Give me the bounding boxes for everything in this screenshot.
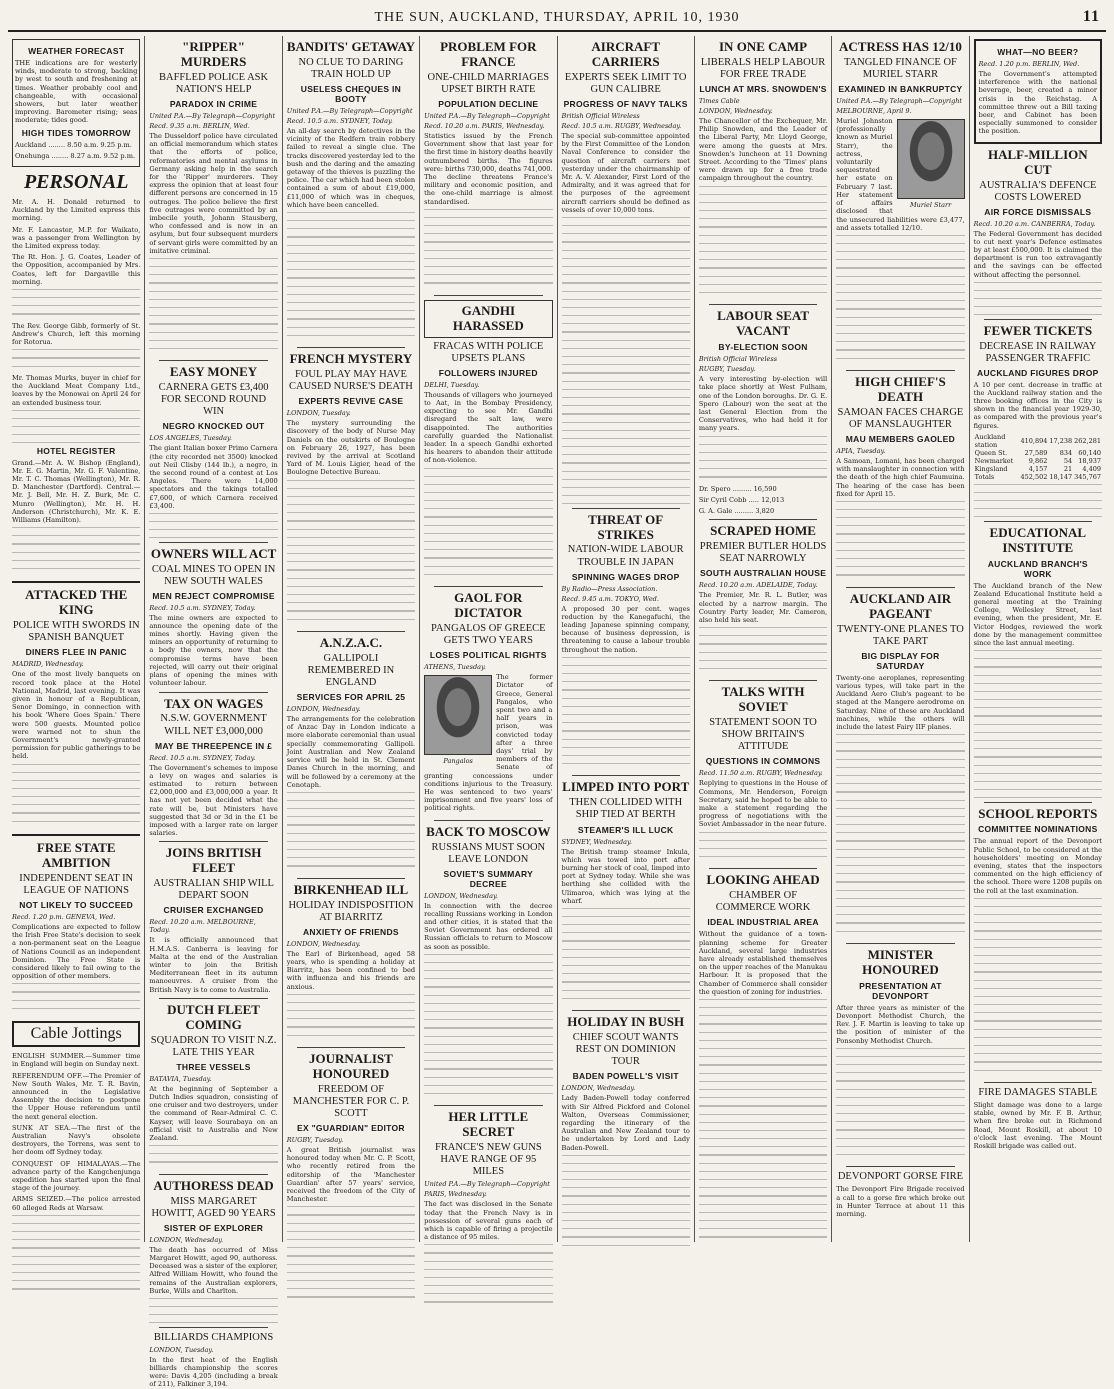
soviet-dateline: Recd. 11.50 a.m. RUGBY, Wednesday. — [698, 769, 823, 778]
limped-subhead: THEN COLLIDED WITH SHIP TIED AT BERTH — [569, 797, 683, 821]
state-deck: NOT LIKELY TO SUCCEED — [19, 900, 134, 911]
carnera-dateline: LOS ANGELES, Tuesday. — [149, 434, 232, 443]
bush-text: Lady Baden-Powell today conferred with Sir Alfred Pickford and Colonel Walton, Overseas Commissioner, regarding the itinerary of the Australian and New Zealand tour to be undertaken by Lord and Lady Baden-Powell. — [561, 1094, 690, 1152]
carriers-subhead: EXPERTS SEEK LIMIT TO GUN CALIBRE — [564, 71, 687, 95]
camp-credit: Times Cable — [698, 97, 740, 106]
table-cell: 54 — [1063, 456, 1073, 465]
table-cell: 262,281 — [1074, 436, 1101, 445]
owners-deck: MEN REJECT COMPROMISE — [152, 590, 275, 601]
carriers-credit: British Official Wireless — [561, 112, 640, 120]
railway-figures-table — [974, 433, 1102, 481]
king-deck: DINERS FLEE IN PANIC — [25, 647, 127, 658]
king-dateline: MADRID, Wednesday. — [12, 660, 84, 669]
personal-item: The Rt. Hon. J. G. Coates, Leader of the Opposition, accompanied by Mrs. Coates, left for Dargaville this morning. — [12, 253, 141, 286]
gandhi-subhead: FRACAS WITH POLICE UPSETS PLANS — [433, 340, 544, 364]
secret-text: The fact was disclosed in the Senate today that the French Navy is in possession of several guns each of which is capable of firing a projectile a distance of 95 miles. — [424, 1200, 553, 1242]
moscow-text: In connection with the decree recalling Russians working in London and other cities, it is stated that the Soviet Government has ordered all Russian officials to return to Moscow as soon as possible. — [424, 901, 553, 951]
journalist-deck: EX "GUARDIAN" EDITOR — [296, 1123, 405, 1134]
million-dateline: Recd. 10.20 a.m. CANBERRA, Today. — [973, 219, 1096, 228]
dictator-text: The former Dictator of Greece, General Pangalos, who spent two and a half years in prison, was convicted today after a three days' trial by members of the Senate of granting concessions under conditions injurious to the Treasury. He was sentenced to two years' imprisonment and five years' loss of political rights. — [424, 673, 553, 813]
gandhi-dateline: DELHI, Tuesday. — [424, 380, 480, 389]
secret-headline: HER LITTLE SECRET — [448, 1109, 529, 1140]
vacant-credit: British Official Wireless — [698, 355, 778, 364]
dutch-deck: THREE VESSELS — [176, 1061, 251, 1072]
ahead-deck: IDEAL INDUSTRIAL AREA — [707, 917, 819, 928]
scraped-text: The Premier, Mr. R. L. Butler, was elected by a narrow margin. The Country Party leader, Mr. Cameron, also held his seat. — [698, 591, 828, 625]
table-row — [974, 473, 1102, 481]
anzac-subhead: GALLIPOLI REMEMBERED IN ENGLAND — [307, 652, 395, 689]
authoress-dateline: LONDON, Wednesday. — [149, 1235, 224, 1244]
camp-subhead: LIBERALS HELP LABOUR FOR FREE TRADE — [700, 56, 826, 80]
table-cell: Totals — [974, 472, 995, 481]
ripper-headline: "RIPPER" MURDERS — [180, 39, 247, 69]
page-number: 11 — [1082, 8, 1100, 25]
authoress-subhead: MISS MARGARET HOWITT, AGED 90 YEARS — [151, 1195, 276, 1219]
table-cell: 21 — [1063, 464, 1073, 473]
anzac-headline: A.N.Z.A.C. — [319, 634, 383, 650]
strikes-credit: By Radio—Press Association. — [561, 584, 658, 593]
bush-headline: HOLIDAY IN BUSH — [567, 1014, 685, 1030]
table-cell: 18,937 — [1078, 456, 1101, 465]
dutch-headline: DUTCH FLEET COMING — [167, 1001, 260, 1032]
million-deck: AIR FORCE DISMISSALS — [984, 206, 1092, 217]
column-8 — [970, 36, 1106, 1242]
table-cell: 17,238 — [1049, 436, 1073, 445]
dictator-dateline: ATHENS, Tuesday. — [424, 663, 486, 672]
cable-item: REFERENDUM OFF.—The Premier of New South Wales, Mr. T. R. Bavin, announced in the Legislative Assembly the decision to postpone the Upper House referendum until the next general election. — [12, 1071, 141, 1121]
column-1 — [8, 36, 145, 1242]
stable-headline: FIRE DAMAGES STABLE — [978, 1086, 1098, 1098]
secret-dateline: PARIS, Wednesday. — [424, 1190, 487, 1199]
soviet-headline: TALKS WITH SOVIET — [721, 684, 805, 715]
birkenhead-deck: ANXIETY OF FRIENDS — [302, 926, 399, 937]
masthead — [8, 6, 1106, 32]
ripper-credit: United P.A.—By Telegraph—Copyright — [149, 112, 276, 120]
bandits-deck: USELESS CHEQUES IN BOOTY — [300, 84, 402, 105]
table-cell: 27,589 — [1024, 448, 1048, 457]
owners-text: The mine owners are expected to announce the opening date of the mines shortly. Having given the miners an opportunity of returning to a body the owners, now that the compromise terms have been rejected, will carry out their original plans of opening the mines with volunteer labour. — [149, 613, 278, 688]
vacant-result: Dr. Spero ......... 16,590 — [698, 484, 777, 493]
strikes-headline: THREAT OF STRIKES — [588, 511, 664, 542]
table-cell: 834 — [1059, 448, 1073, 457]
mystery-text: The mystery surrounding the discovery of the body of Nurse May Daniels on the outskirts of Boulogne on February 26, 1927, has been revived by the arrival at Scotland Yard of M. Louis Ligier, head of the Boulogne Detective Bureau. — [286, 419, 416, 477]
moscow-deck: SOVIET'S SUMMARY DECREE — [443, 868, 534, 889]
dutch-subhead: SQUADRON TO VISIT N.Z. LATE THIS YEAR — [150, 1034, 277, 1058]
pangalos-portrait — [424, 675, 492, 755]
scraped-dateline: Recd. 10.20 a.m. ADELAIDE, Today. — [698, 581, 818, 590]
cable-item: CONQUEST OF HIMALAYAS.—The advance party of the Kangchenjunga expedition has started upon the final stage of the journey. — [12, 1159, 141, 1193]
mystery-dateline: LONDON, Tuesday. — [286, 409, 351, 418]
table-cell: 9,862 — [1028, 456, 1048, 465]
tickets-deck: AUCKLAND FIGURES DROP — [977, 367, 1099, 378]
table-cell: 452,502 — [1020, 472, 1048, 481]
camp-dateline: LONDON, Wednesday. — [698, 107, 773, 116]
actress-dateline: MELBOURNE, April 9. — [836, 107, 912, 116]
column-2 — [145, 36, 282, 1389]
tide-auckland: Auckland ........ 8.50 a.m. 9.25 p.m. — [15, 140, 132, 149]
limped-headline: LIMPED INTO PORT — [562, 779, 690, 795]
authoress-text: The death has occurred of Miss Margaret Howitt, aged 90, authoress. Deceased was a sister of the explorer, Alfred William Howitt, who found the remains of the Australian explorers, Burke, Wills and Charlton. — [149, 1245, 278, 1295]
birkenhead-text: The Earl of Birkenhead, aged 58 years, who is spending a holiday at Biarritz, has been confined to bed with influenza and his friends are anxious. — [286, 949, 416, 991]
column-3 — [283, 36, 420, 1242]
france-dateline: Recd. 10.20 a.m. PARIS, Wednesday. — [424, 122, 545, 130]
authoress-headline: AUTHORESS DEAD — [153, 1177, 274, 1193]
owners-dateline: Recd. 10.5 a.m. SYDNEY, Today. — [149, 603, 256, 612]
pangalos-photo-wrap — [424, 673, 492, 765]
journalist-subhead: FREEDOM OF MANCHESTER FOR C. P. SCOTT — [292, 1083, 410, 1119]
scraped-deck: SOUTH AUSTRALIAN HOUSE — [699, 568, 827, 579]
muriel-caption: Muriel Starr — [910, 201, 952, 210]
france-subhead: ONE-CHILD MARRIAGES UPSET BIRTH RATE — [427, 71, 550, 95]
king-headline: ATTACKED THE KING — [25, 587, 128, 618]
hotel-heading: HOTEL REGISTER — [36, 445, 116, 456]
school-headline: SCHOOL REPORTS — [978, 805, 1098, 821]
masthead-title: THE SUN, AUCKLAND, THURSDAY, APRIL 10, 1930 — [374, 10, 740, 25]
soviet-subhead: STATEMENT SOON TO SHOW BRITAIN'S ATTITUDE — [709, 717, 817, 753]
authoress-deck: SISTER OF EXPLORER — [163, 1222, 264, 1233]
ripper-text: The Dusseldorf police have circulated an official memorandum which states that the efforts of police, reformatories and mental asylums in Germany asking help in the search for the 'Ripper' murderers. They express the opinion that at least four different persons are concerned in 15 outrages. The police believe the first five outrages were committed by an imbecile youth, Johann Stausberg, who confessed and is now in an asylum, but four subsequent murders of servant girls were committed by an imitative criminal. — [149, 132, 278, 255]
actress-text: Muriel Johnston (professionally known as Muriel Starr), the actress, voluntarily sequestrated her estate on February 7 last. Her statement of affairs disclosed that the unsecured liabilities were £3,477, and assets totalled 12/10. — [836, 117, 965, 232]
state-subhead: INDEPENDENT SEAT IN LEAGUE OF NATIONS — [19, 872, 134, 896]
anzac-dateline: LONDON, Wednesday. — [286, 705, 361, 714]
dictator-deck: LOSES POLITICAL RIGHTS — [429, 650, 547, 661]
king-subhead: POLICE WITH SWORDS IN SPANISH BANQUET — [12, 620, 140, 644]
scraped-subhead: PREMIER BUTLER HOLDS SEAT NARROWLY — [699, 541, 827, 565]
table-cell: 4,409 — [1082, 464, 1101, 473]
personal-item: Mr. A. H. Donald returned to Auckland by the Limited express this morning. — [12, 198, 141, 223]
carnera-headline: EASY MONEY — [169, 364, 258, 380]
column-6 — [695, 36, 832, 1242]
weather-heading: WEATHER FORECAST — [28, 46, 125, 56]
weather-text: THE indications are for westerly winds, moderate to strong, backing by west to south and freshening at times. Weather probably cool and changeable, with occasional showers, but later weather improving. Barometer rising; seas moderate; tides good. — [15, 59, 138, 125]
bandits-credit: United P.A.—By Telegraph—Copyright — [286, 107, 413, 116]
table-row — [974, 433, 1102, 449]
actress-credit: United P.A.—By Telegraph—Copyright — [836, 97, 963, 106]
limped-text: The British tramp steamer Inkula, which was towed into port after burning her stock of coal, limped into port at Sydney today. While she was berthing she collided with the Ulimaroa, which was lying at the wharf. — [561, 847, 690, 905]
chief-text: A Samoan, Lomani, has been charged with manslaughter in connection with the death of the high chief Faumuina. The hearing of the case has been fixed for April 15. — [836, 456, 965, 498]
personal-heading: PERSONAL — [23, 171, 129, 194]
king-text: One of the most lively banquets on record took place at the Hotel National, Madrid, last evening. It was given in honour of a Republican, Senor Domingo, in connection with his book 'Where Goes Spain.' There were 500 guests. Mounted police were warned not to shun the Government's newly-granted permission for public gatherings to be held. — [12, 670, 141, 761]
carnera-text: The giant Italian boxer Primo Carnera (the city recorded net 3500) knocked out Neil Clisby (144 lb.), a negro, in the second round of a contest at Los Angeles. There were 14,000 spectators and the takings totalled £7,600, of which Carnera received £3,400. — [149, 444, 278, 510]
mystery-headline: FRENCH MYSTERY — [289, 351, 413, 367]
vacant-result: Sir Cyril Cobb ..... 12,013 — [698, 495, 785, 504]
ahead-subhead: CHAMBER OF COMMERCE WORK — [715, 890, 811, 914]
birkenhead-dateline: LONDON, Wednesday. — [286, 939, 361, 948]
cable-item: SUNK AT SEA.—The first of the Australian Navy's obsolete destroyers, the Torrens, was sent to her doom off Sydney today. — [12, 1123, 141, 1157]
tides-heading: HIGH TIDES TOMORROW — [21, 127, 131, 138]
muriel-starr-portrait — [897, 119, 965, 199]
bandits-headline: BANDITS' GETAWAY — [286, 39, 416, 54]
dictator-subhead: PANGALOS OF GREECE GETS TWO YEARS — [431, 623, 546, 647]
pageant-text: Twenty-one aeroplanes, representing various types, will take part in the Auckland Aero Club's pageant to be staged at the Mangere aerodrome on Saturday. Nine of these are Auckland machines, while the others will include the latest Fairy IIF planes. — [836, 673, 965, 732]
moscow-subhead: RUSSIANS MUST SOON LEAVE LONDON — [431, 841, 546, 865]
soviet-deck: QUESTIONS IN COMMONS — [705, 756, 821, 767]
carnera-deck: NEGRO KNOCKED OUT — [162, 421, 265, 432]
tax-dateline: Recd. 10.5 a.m. SYDNEY, Today. — [149, 753, 256, 762]
cable-item: ARMS SEIZED.—The police arrested 60 alleged Reds at Warsaw. — [12, 1195, 141, 1212]
fleet-text: It is officially announced that H.M.A.S. Canberra is leaving for Malta at the end of the Australian winter to join the British Mediterranean fleet in its autumn manoeuvres. A cruiser from the British Navy is to come to Australia. — [149, 936, 278, 994]
ahead-text: Without the guidance of a town-planning scheme for Greater Auckland, several large industries have already established themselves on the upper reaches of the Manukau Harbour. It is proposed that the Chamber of Commerce shall consider the question of zoning for industries. — [698, 930, 828, 996]
chief-headline: HIGH CHIEF'S DEATH — [855, 373, 946, 404]
state-text: Complications are expected to follow the Irish Free State's decision to seek a non-permanent seat on the League of Nations Council as an independent Dominion. The Free State is considered likely to fail owing to the opposition of other members. — [12, 923, 141, 981]
billiards-dateline: LONDON, Tuesday. — [149, 1345, 214, 1354]
tickets-headline: FEWER TICKETS — [983, 322, 1093, 338]
limped-deck: STEAMER'S ILL LUCK — [577, 824, 674, 835]
strikes-text: A proposed 30 per cent. wages reduction by the Kanegafuchi, the leading Japanese spinning company, because of business depression, is threatening to cause a labour trouble throughout the nation. — [561, 604, 690, 654]
fleet-subhead: AUSTRALIAN SHIP WILL DEPART SOON — [153, 878, 274, 902]
stable-text: Slight damage was done to a large stable, owned by Mr. F. B. Arthur, when fire broke out in Richmond Road, Mount Roskill, at about 10 o'clock last evening. The Mount Roskill brigade was called out. — [973, 1101, 1102, 1151]
table-cell: 60,140 — [1078, 448, 1101, 457]
minister-deck: PRESENTATION AT DEVONPORT — [859, 980, 942, 1001]
gandhi-headline: GANDHI HARASSED — [424, 300, 552, 338]
beer-text: The Government's attempted interference with the national beverage, beer, created a minor crisis in the Reichstag. A committee threw out a Bill taxing beer, and Cabinet has been especially summoned to consider the position. — [978, 70, 1097, 136]
secret-subhead: FRANCE'S NEW GUNS HAVE RANGE OF 95 MILES — [434, 1142, 542, 1178]
pangalos-caption: Pangalos — [443, 757, 473, 766]
journalist-text: A great British journalist was honoured today when Mr. C. P. Scott, who recently retired from the editorship of the 'Manchester Guardian' after 57 years' service, received the freedom of the City of Manchester. — [286, 1146, 416, 1204]
table-cell: 4,157 — [1028, 464, 1048, 473]
hotel-text: Grand.—Mr. A. W. Bishop (England), Mr. E. G. Martin, Mr. G. F. Valentine, Mr. T. C. Thomas (Wellington), Mr. R. D. Manchester (Dartford). Central.—Mr. J. Bell, Mr. H. Z. Burk, Mr. C. Munro (Wellington), Mr. H. H. Anderson (Christchurch), Mr. K. E. Williams (Hamilton). — [12, 458, 141, 524]
million-headline: HALF-MILLION CUT — [987, 146, 1088, 177]
institute-headline: EDUCATIONAL INSTITUTE — [989, 524, 1087, 555]
billiards-headline: BILLIARDS CHAMPIONS — [153, 1331, 274, 1343]
personal-item: Mr. F. Lancaster, M.P. for Waikato, was a passenger from Wellington by the Limited express today. — [12, 225, 141, 251]
table-cell: Queen St. — [974, 448, 1008, 457]
carriers-text: The special sub-committee appointed by the First Committee of the London Naval Conference to consider the question of aircraft carriers met yesterday under the chairmanship of Mr. A. V. Alexander, First Lord of the Admiralty, and it was agreed that for the purposes of the agreement aircraft carriers should be defined as vessels of over 10,000 tons. — [561, 132, 690, 214]
ahead-headline: LOOKING AHEAD — [706, 872, 820, 888]
table-cell: Auckland station — [974, 432, 1006, 449]
table-cell: 410,894 — [1020, 436, 1048, 445]
beer-headline: WHAT—NO BEER? — [997, 47, 1079, 57]
mystery-subhead: FOUL PLAY MAY HAVE CAUSED NURSE'S DEATH — [289, 369, 413, 393]
ripper-deck: PARADOX IN CRIME — [169, 99, 258, 109]
soviet-text: Replying to questions in the House of Commons, Mr. Henderson, Foreign Secretary, said he hoped to be able to make a statement regarding the progress of negotiations with the Soviet Ambassador in the near future. — [698, 779, 828, 829]
state-headline: FREE STATE AMBITION — [36, 840, 116, 870]
mystery-deck: EXPERTS REVIVE CASE — [298, 396, 404, 407]
carnera-subhead: CARNERA GETS £3,400 FOR SECOND ROUND WIN — [158, 382, 269, 418]
chief-deck: MAU MEMBERS GAOLED — [845, 433, 956, 444]
vacant-text: A very interesting by-election will take place shortly at West Fulham, one of the London boroughs. Dr. G. E. Spero (Labour) won the seat at the last General Election from the Conservatives, who had held it for many years. — [698, 375, 828, 433]
table-cell: 345,767 — [1074, 472, 1101, 481]
journalist-headline: JOURNALIST HONOURED — [309, 1050, 393, 1081]
france-deck: POPULATION DECLINE — [438, 99, 539, 109]
camp-deck: LUNCH AT MRS. SNOWDEN'S — [699, 84, 827, 95]
actress-deck: EXAMINED IN BANKRUPTCY — [838, 84, 963, 95]
pageant-deck: BIG DISPLAY FOR SATURDAY — [861, 650, 940, 671]
tickets-subhead: DECREASE IN RAILWAY PASSENGER TRAFFIC — [979, 340, 1097, 364]
gandhi-text: Thousands of villagers who journeyed to Aat, in the Bombay Presidency, expecting to see Mr. Gandhi disregard the salt law, were disappointed. The authorities carefully guarded the Nationalist leader. In a speech Gandhi exhorted his hearers to abandon their attitude of non-violence. — [424, 390, 553, 465]
ripper-subhead: BAFFLED POLICE ASK NATION'S HELP — [159, 71, 269, 95]
vacant-deck: BY-ELECTION SOON — [718, 342, 808, 353]
column-5 — [558, 36, 695, 1242]
fleet-dateline: Recd. 10.20 a.m. MELBOURNE, Today. — [149, 918, 256, 935]
birkenhead-headline: BIRKENHEAD ILL — [293, 881, 409, 897]
school-text: The annual report of the Devonport Public School, to be considered at the householders' meeting on Monday evening, states that the inspectors commented on the high efficiency of the school. There were 1208 pupils on the roll at the last examination. — [973, 837, 1102, 895]
moscow-dateline: LONDON, Wednesday. — [424, 891, 498, 900]
journalist-dateline: RUGBY, Tuesday. — [286, 1136, 344, 1145]
beer-dateline: Recd. 1.20 p.m. BERLIN, Wed. — [978, 60, 1080, 68]
column-4 — [420, 36, 557, 1242]
anzac-text: The arrangements for the celebration of Anzac Day in London indicate a more elaborate ceremonial than usual specially commemorating Gallipoli. Joint Australian and New Zealand service will be held in St. Clement Danes Church in the morning, and will be followed by a ceremony at the Cenotaph. — [286, 715, 416, 789]
birkenhead-subhead: HOLIDAY INDISPOSITION AT BIARRITZ — [288, 899, 414, 923]
personal-item: The Rev. George Gibb, formerly of St. Andrew's Church, left this morning for Rotorua. — [12, 321, 141, 347]
dictator-headline: GAOL FOR DICTATOR — [454, 590, 523, 621]
moscow-headline: BACK TO MOSCOW — [426, 823, 551, 839]
bandits-text: An all-day search by detectives in the vicinity of the Redfern train robbery failed to reveal a single clue. The tracks discovered yesterday led to the bush and the daring and the amazing getaway of the thieves is puzzling the police. The car which had been stolen contained a sum of about £19,000, £11,000 of which was in cheques, which have been cancelled. — [286, 127, 416, 209]
owners-headline: OWNERS WILL ACT — [150, 545, 277, 561]
ripper-dateline: Recd. 9.35 a.m. BERLIN, Wed. — [149, 122, 250, 130]
secret-credit: United P.A.—By Telegraph—Copyright — [424, 1180, 550, 1189]
table-cell: Newmarket — [974, 456, 1014, 465]
fleet-deck: CRUISER EXCHANGED — [163, 905, 264, 916]
tax-deck: MAY BE THREEPENCE IN £ — [154, 740, 273, 751]
table-row — [974, 457, 1102, 465]
table-cell: Kingsland — [974, 464, 1008, 473]
carriers-dateline: Recd. 10.5 a.m. RUGBY, Wednesday. — [561, 122, 682, 130]
minister-headline: MINISTER HONOURED — [862, 946, 939, 977]
weather-box — [12, 39, 140, 167]
actress-headline: ACTRESS HAS 12/10 — [839, 39, 962, 54]
vacant-headline: LABOUR SEAT VACANT — [717, 308, 809, 339]
chief-dateline: APIA, Tuesday. — [836, 446, 886, 455]
tax-headline: TAX ON WAGES — [163, 695, 264, 711]
bush-dateline: LONDON, Wednesday. — [561, 1084, 636, 1093]
france-headline: PROBLEM FOR FRANCE — [440, 39, 537, 69]
million-subhead: AUSTRALIA'S DEFENCE COSTS LOWERED — [979, 179, 1097, 203]
gandhi-deck: FOLLOWERS INJURED — [438, 367, 538, 378]
billiards-text: In the first heat of the English billiards championship the scores were: Davis 4,205 (including a break of 211), Falkiner 3,194. — [149, 1355, 278, 1389]
strikes-dateline: Recd. 9.45 a.m. TOKYO, Wed. — [561, 594, 659, 603]
camp-text: The Chancellor of the Exchequer, Mr. Philip Snowden, and the Leader of the Liberal Party, Mr. Lloyd George, were among the guests at Mrs. Snowden's luncheon at 11 Downing Street. According to the 'Times' plans were drawn up for a free trade campaign throughout the country. — [698, 117, 828, 183]
france-text: Statistics issued by the French Government show that last year for the first time in history deaths heavily outnumbered births. The figures were: births 730,000, deaths 741,000. The decline threatens France's military and economic position, and the one-child marriage is almost standardised. — [424, 132, 553, 206]
institute-deck: AUCKLAND BRANCH'S WORK — [987, 558, 1088, 579]
dutch-dateline: BATAVIA, Tuesday. — [149, 1074, 212, 1083]
fleet-headline: JOINS BRITISH FLEET — [165, 845, 262, 876]
cable-jottings-heading: Cable Jottings — [12, 1021, 140, 1047]
tide-onehunga: Onehunga ........ 8.27 a.m. 9.52 p.m. — [15, 151, 136, 160]
beer-box — [974, 39, 1102, 144]
table-row — [974, 465, 1102, 473]
muriel-photo-wrap — [897, 117, 965, 209]
france-credit: United P.A.—By Telegraph—Copyright — [424, 112, 550, 120]
strikes-deck: SPINNING WAGES DROP — [571, 571, 680, 582]
owners-subhead: COAL MINES TO OPEN IN NEW SOUTH WALES — [151, 563, 276, 587]
tax-subhead: N.S.W. GOVERNMENT WILL NET £3,000,000 — [160, 713, 267, 737]
gorse-headline: DEVONPORT GORSE FIRE — [837, 1171, 964, 1183]
personal-item: Mr. Thomas Murks, buyer in chief for the Auckland Meat Company Ltd., leaves by the Monowai on April 24 for an extended business tour. — [12, 373, 141, 407]
limped-dateline: SYDNEY, Wednesday. — [561, 837, 632, 846]
tax-text: The Government's schemes to impose a levy on wages and salaries is estimated to return between £2,000,000 and £3,000,000 a year. It has not yet been decided what the rate will be, but Ministers have suggested that 3d or 3d in the £1 be imposed with a larger rate on larger salaries. — [149, 763, 278, 838]
pageant-headline: AUCKLAND AIR PAGEANT — [849, 590, 952, 621]
minister-text: After three years as minister of the Devonport Methodist Church, the Rev. J. F. Martin is leaving to take up the position of minister of the Ponsonby Methodist Church. — [836, 1003, 965, 1045]
column-7 — [832, 36, 969, 1242]
strikes-subhead: NATION-WIDE LABOUR TROUBLE IN JAPAN — [567, 544, 684, 568]
bandits-dateline: Recd. 10.5 a.m. SYDNEY, Today. — [286, 117, 393, 126]
school-deck: COMMITTEE NOMINATIONS — [978, 824, 1098, 835]
chief-subhead: SAMOAN FACES CHARGE OF MANSLAUGHTER — [837, 406, 964, 430]
gorse-text: The Devonport Fire Brigade received a call to a gorse fire which broke out in Hunter Terrace at about 11 this morning. — [836, 1185, 965, 1219]
cable-item: ENGLISH SUMMER.—Summer time in England will begin on Sunday next. — [12, 1052, 141, 1069]
table-cell: 18,147 — [1049, 472, 1073, 481]
vacant-result: G. A. Gale ......... 3,820 — [698, 507, 775, 516]
carriers-deck: PROGRESS OF NAVY TALKS — [563, 99, 688, 109]
state-dateline: Recd. 1.20 p.m. GENEVA, Wed. — [12, 913, 116, 922]
million-text: The Federal Government has decided to cut next year's Defence estimates by at least £500,000. It is claimed the department is run too extravagantly and the savings can be effected without affecting the personnel. — [973, 229, 1102, 279]
actress-subhead: TANGLED FINANCE OF MURIEL STARR — [843, 56, 957, 80]
columns — [8, 36, 1106, 1389]
anzac-deck: SERVICES FOR APRIL 25 — [296, 692, 406, 703]
camp-headline: IN ONE CAMP — [719, 39, 808, 54]
bush-subhead: CHIEF SCOUT WANTS REST ON DOMINION TOUR — [572, 1032, 679, 1068]
table-row — [974, 449, 1102, 457]
bandits-subhead: NO CLUE TO DARING TRAIN HOLD UP — [298, 56, 404, 80]
pageant-subhead: TWENTY-ONE PLANES TO TAKE PART — [837, 623, 964, 647]
carriers-headline: AIRCRAFT CARRIERS — [591, 39, 660, 69]
bush-deck: BADEN POWELL'S VISIT — [572, 1071, 679, 1082]
institute-text: The Auckland branch of the New Zealand Educational Institute held a general meeting at the Training College, Wellesley Street, last evening, when the president, Mr. E. Victor Hodges, reviewed the work done by the management committee since the last annual meeting. — [973, 581, 1102, 647]
tickets-text: A 10 per cent. decrease in traffic at the Auckland railway station and the three booking offices in the City is shown in the financial year 1929-30, as compared with the previous year's figures. — [973, 380, 1102, 430]
scraped-headline: SCRAPED HOME — [710, 523, 816, 539]
vacant-dateline: RUGBY, Tuesday. — [698, 365, 756, 374]
dutch-text: At the beginning of September a Dutch Indies squadron, consisting of one cruiser and two destroyers, under the command of Rear-Admiral C. C. Kayser, will leave Sourabaya on an official visit to Australia and New Zealand. — [149, 1084, 278, 1143]
